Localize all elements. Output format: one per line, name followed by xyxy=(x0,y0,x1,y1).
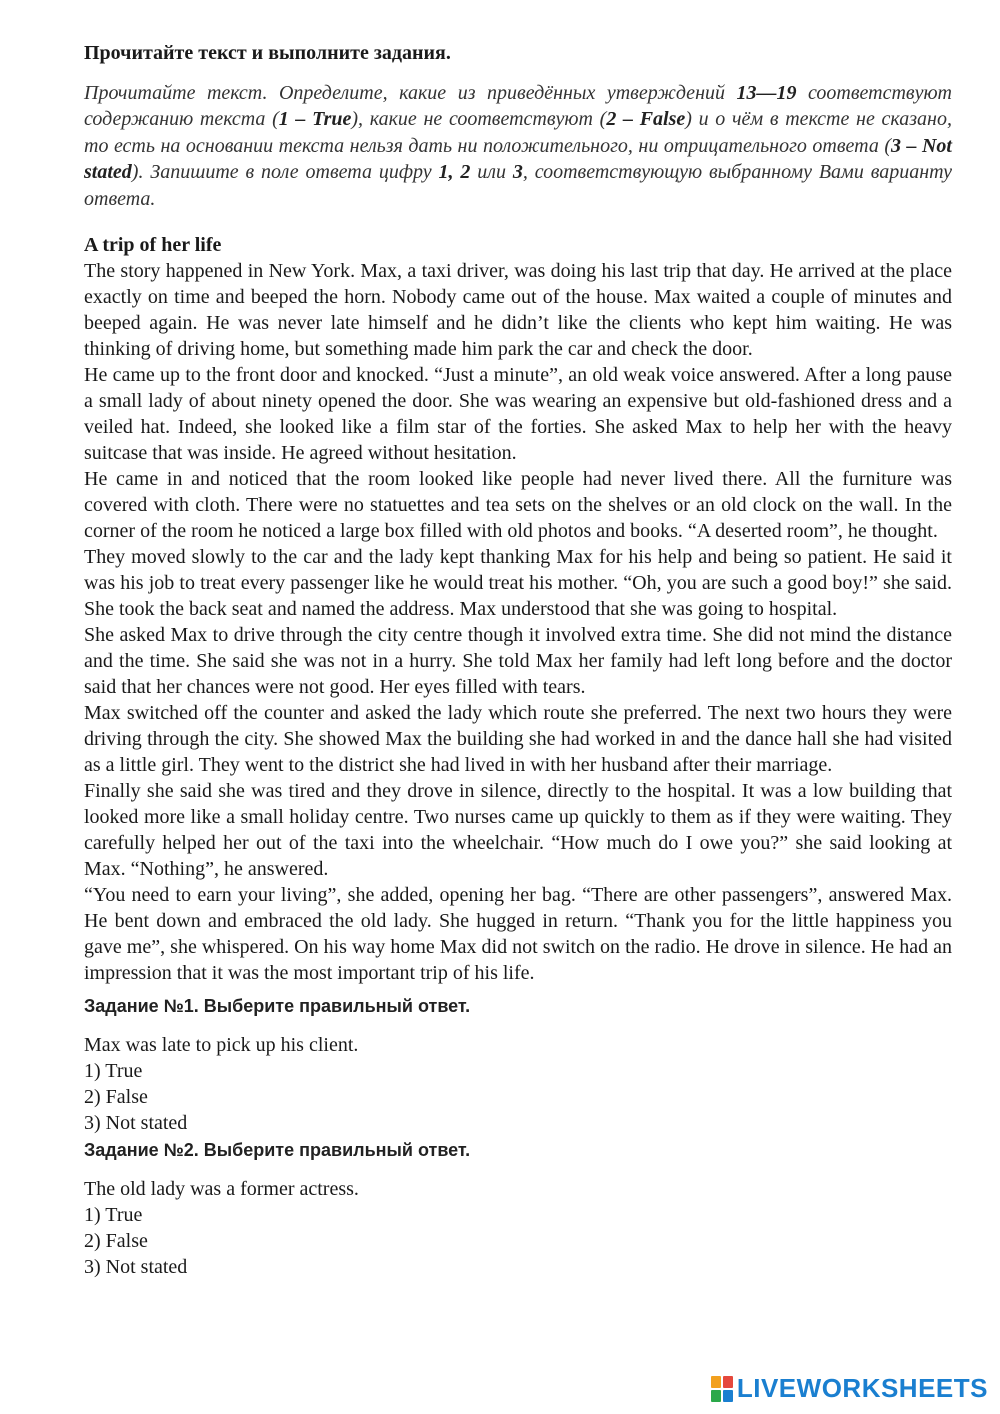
task-question: The old lady was a former actress. xyxy=(84,1178,359,1201)
liveworksheets-logo-icon xyxy=(711,1376,733,1402)
task-question: Max was late to pick up his client. xyxy=(84,1034,359,1057)
liveworksheets-logo xyxy=(711,1373,988,1404)
story-paragraph: He came in and noticed that the room looked like people had never lived there. All the furniture was covered with cloth. There were no statuettes and tea sets on the shelves or an old clock on the wall. In the corner of the room he noticed a large box filled with old photos and books. “A deserted room”, he thought. xyxy=(84,468,952,543)
instructions-text: ). Запишите в поле ответа цифру xyxy=(131,161,439,184)
story-paragraph: He came up to the front door and knocked. “Just a minute”, an old weak voice answered. After a long pause a small lady of about ninety opened the door. She was wearing an expensive but old-fashioned dress and a veiled hat. Indeed, she looked like a film star of the forties. She asked Max to help her with the heavy suitcase that was inside. He agreed without hesitation. xyxy=(84,364,952,465)
instructions-text: соответствуют содержанию текста ( xyxy=(84,82,952,131)
instructions-digits: 1, 2 xyxy=(438,161,471,184)
story-body xyxy=(84,258,952,986)
answer-option-false[interactable]: 2) False xyxy=(84,1086,148,1109)
instructions-range: 13––19 xyxy=(736,82,797,104)
answer-option-not-stated[interactable]: 3) Not stated xyxy=(84,1112,188,1135)
worksheet-page xyxy=(84,40,952,1280)
answer-option-not-stated[interactable]: 3) Not stated xyxy=(84,1256,188,1279)
instructions-text: ), какие не соответствуют ( xyxy=(351,108,607,131)
instructions-true-label: 1 – True xyxy=(278,108,352,131)
answer-option-true[interactable]: 1) True xyxy=(84,1204,143,1227)
instructions xyxy=(84,80,952,212)
logo-square xyxy=(723,1376,733,1388)
story-paragraph: The story happened in New York. Max, a taxi driver, was doing his last trip that day. He arrived at the place exactly on time and beeped the horn. Nobody came out of the house. Max waited a couple of minutes and beeped again. He was never late himself and he didn’t like the clients who kept him waiting. He was thinking of driving home, but something made him park the car and check the door. xyxy=(84,260,952,361)
logo-square xyxy=(711,1390,721,1402)
instructions-false-label: 2 – False xyxy=(606,108,686,131)
instructions-digit-3: 3 xyxy=(512,161,523,184)
task-title: Задание №2. Выберите правильный ответ. xyxy=(84,1140,471,1161)
story-paragraph: They moved slowly to the car and the lady kept thanking Max for his help and being so patient. He said it was his job to treat every passenger like he would treat his mother. “Oh, you are such a good boy!” she said. She took the back seat and named the address. Max understood that she was going to hospital. xyxy=(84,546,952,621)
instructions-text: Прочитайте текст. Определите, какие из приведённых утверждений xyxy=(84,82,737,104)
task-title: Задание №1. Выберите правильный ответ. xyxy=(84,996,471,1017)
brand-name: LIVEWORKSHEETS xyxy=(736,1373,988,1403)
answer-option-false[interactable]: 2) False xyxy=(84,1230,148,1253)
page-title: Прочитайте текст и выполните задания. xyxy=(84,42,451,64)
logo-square xyxy=(711,1376,721,1388)
story-title: A trip of her life xyxy=(84,234,222,257)
instructions-text: ) и о чём в тексте не сказано, то есть на основании текста нельзя дать ни положительного, ни отрицательного ответа ( xyxy=(84,108,952,157)
story-paragraph: Finally she said she was tired and they drove in silence, directly to the hospital. It was a low building that looked more like a small holiday centre. Two nurses came up quickly to them as if they were waiting. They carefully helped her out of the taxi into the wheelchair. “How much do I owe you?” she said looking at Max. “Nothing”, he answered. xyxy=(84,780,952,881)
instructions-not-stated-label: 3 – Not stated xyxy=(84,134,952,184)
logo-square xyxy=(723,1390,733,1402)
instructions-text: , соответствующую выбранному Вами варианту ответа. xyxy=(84,161,952,210)
story-paragraph: Max switched off the counter and asked the lady which route she preferred. The next two hours they were driving through the city. She showed Max the building she had worked in and the dance hall she had visited as a little girl. They went to the district she had lived in with her husband after their marriage. xyxy=(84,702,952,777)
instructions-text: или xyxy=(470,161,513,184)
task-1 xyxy=(84,994,952,1136)
story-paragraph: “You need to earn your living”, she added, opening her bag. “There are other passengers”, answered Max. He bent down and embraced the old lady. She hugged in return. “Thank you for the little happiness you gave me”, she whispered. On his way home Max did not switch on the radio. He drove in silence. He had an impression that it was the most important trip of his life. xyxy=(84,884,952,985)
task-2 xyxy=(84,1138,952,1280)
answer-option-true[interactable]: 1) True xyxy=(84,1060,143,1083)
story-paragraph: She asked Max to drive through the city centre though it involved extra time. She did not mind the distance and the time. She said she was not in a hurry. She told Max her family had left long before and the doctor said that her chances were not good. Her eyes filled with tears. xyxy=(84,624,952,699)
